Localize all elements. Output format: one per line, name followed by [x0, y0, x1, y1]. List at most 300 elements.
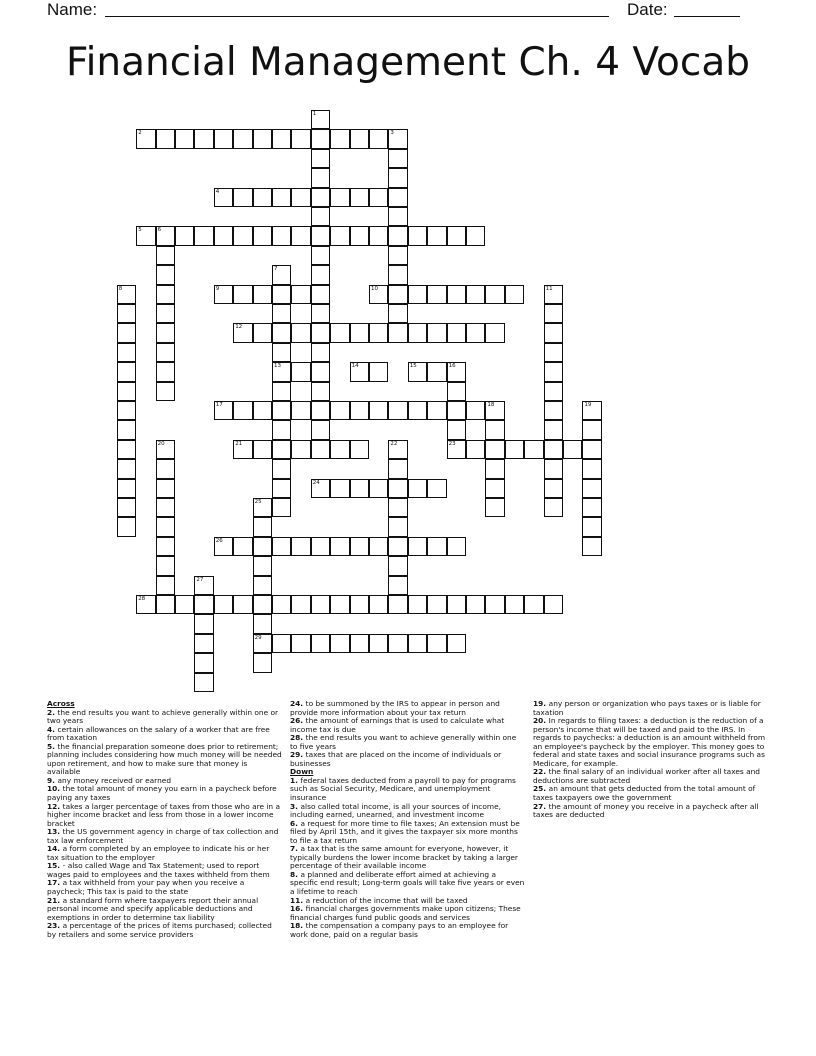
clues-column-1	[47, 700, 282, 939]
grid-cell[interactable]	[291, 323, 310, 342]
clue-item	[290, 871, 525, 897]
grid-cell[interactable]	[447, 420, 466, 439]
grid-cell[interactable]	[311, 246, 330, 265]
grid-cell[interactable]	[253, 634, 272, 653]
grid-cell[interactable]	[330, 479, 349, 498]
grid-cell[interactable]	[427, 285, 446, 304]
grid-cell[interactable]	[582, 517, 601, 536]
grid-cell[interactable]	[311, 537, 330, 556]
grid-cell[interactable]	[156, 226, 175, 245]
clue-item-text: the amount of earnings that is used to calculate what income tax is due	[290, 716, 505, 734]
clue-item	[290, 922, 525, 939]
grid-cell[interactable]	[156, 285, 175, 304]
grid-cell[interactable]	[544, 595, 563, 614]
name-label: Name:	[47, 0, 98, 19]
clue-item-text: a tax that is the same amount for everyone, however, it typically burdens the lower income bracket by taking a larger percentage of their available income	[290, 844, 518, 871]
grid-cell[interactable]	[582, 537, 601, 556]
grid-cell[interactable]	[117, 285, 136, 304]
grid-cell[interactable]	[311, 634, 330, 653]
clue-item	[533, 717, 768, 768]
grid-cell[interactable]	[253, 323, 272, 342]
grid-cell[interactable]	[156, 382, 175, 401]
clue-item-text: the final salary of an individual worker after all taxes and deductions are subtracted	[533, 767, 760, 785]
grid-cell[interactable]	[272, 226, 291, 245]
clue-item-text: any person or organization who pays taxes or is liable for taxation	[533, 699, 761, 717]
clue-item-text: a request for more time to file taxes; An extension must be filed by April 15th, and it gives the taxpayer six more months to file a tax return	[290, 818, 520, 845]
grid-cell[interactable]	[408, 226, 427, 245]
grid-cell[interactable]	[544, 420, 563, 439]
grid-cell[interactable]	[330, 634, 349, 653]
grid-cell[interactable]	[524, 595, 543, 614]
grid-cell[interactable]	[311, 595, 330, 614]
grid-cell[interactable]	[291, 537, 310, 556]
grid-cell[interactable]	[136, 129, 155, 148]
grid-cell[interactable]	[194, 634, 213, 653]
grid-cell[interactable]	[408, 634, 427, 653]
grid-cell[interactable]	[311, 129, 330, 148]
grid-cell[interactable]	[369, 479, 388, 498]
grid-cell[interactable]	[582, 401, 601, 420]
grid-cell[interactable]	[233, 188, 252, 207]
grid-cell[interactable]	[369, 401, 388, 420]
grid-cell[interactable]	[408, 362, 427, 381]
grid-cell[interactable]	[544, 304, 563, 323]
clue-item-number: 1.	[290, 775, 301, 785]
grid-cell[interactable]	[582, 459, 601, 478]
grid-cell[interactable]	[272, 129, 291, 148]
clue-item-number: 13.	[47, 827, 63, 837]
clue-number: 11	[545, 285, 553, 292]
grid-cell[interactable]	[350, 401, 369, 420]
grid-cell[interactable]	[544, 479, 563, 498]
clue-item-text: the end results you want to achieve generally within one to five years	[290, 733, 517, 751]
grid-cell[interactable]	[563, 440, 582, 459]
grid-cell[interactable]	[253, 576, 272, 595]
grid-cell[interactable]	[408, 323, 427, 342]
grid-cell[interactable]	[214, 537, 233, 556]
grid-cell[interactable]	[156, 304, 175, 323]
grid-cell[interactable]	[311, 168, 330, 187]
grid-cell[interactable]	[233, 285, 252, 304]
grid-cell[interactable]	[427, 479, 446, 498]
grid-cell[interactable]	[253, 595, 272, 614]
grid-cell[interactable]	[272, 498, 291, 517]
grid-cell[interactable]	[272, 401, 291, 420]
grid-cell[interactable]	[214, 285, 233, 304]
grid-cell[interactable]	[311, 304, 330, 323]
grid-cell[interactable]	[447, 323, 466, 342]
clue-item	[47, 897, 282, 923]
grid-cell[interactable]	[272, 595, 291, 614]
grid-cell[interactable]	[447, 226, 466, 245]
grid-cell[interactable]	[272, 362, 291, 381]
grid-cell[interactable]	[253, 129, 272, 148]
grid-cell[interactable]	[485, 498, 504, 517]
grid-cell[interactable]	[117, 304, 136, 323]
grid-cell[interactable]	[272, 459, 291, 478]
grid-cell[interactable]	[388, 556, 407, 575]
grid-cell[interactable]	[330, 401, 349, 420]
grid-cell[interactable]	[388, 576, 407, 595]
grid-cell[interactable]	[408, 401, 427, 420]
grid-cell[interactable]	[117, 382, 136, 401]
grid-cell[interactable]	[350, 188, 369, 207]
grid-cell[interactable]	[388, 401, 407, 420]
grid-cell[interactable]	[369, 188, 388, 207]
clue-number: 13	[274, 363, 281, 370]
clue-item-text: the amount of money you receive in a paycheck after all taxes are deducted	[533, 801, 759, 820]
grid-cell[interactable]	[388, 459, 407, 478]
grid-cell[interactable]	[117, 459, 136, 478]
grid-cell[interactable]	[330, 129, 349, 148]
grid-cell[interactable]	[272, 420, 291, 439]
grid-cell[interactable]	[156, 498, 175, 517]
grid-cell[interactable]	[156, 556, 175, 575]
grid-cell[interactable]	[311, 382, 330, 401]
grid-cell[interactable]	[253, 498, 272, 517]
grid-cell[interactable]	[233, 537, 252, 556]
grid-cell[interactable]	[388, 537, 407, 556]
grid-cell[interactable]	[117, 323, 136, 342]
grid-cell[interactable]	[272, 323, 291, 342]
grid-cell[interactable]	[156, 595, 175, 614]
clue-item-number: 6.	[290, 818, 301, 828]
grid-cell[interactable]	[214, 188, 233, 207]
grid-cell[interactable]	[408, 595, 427, 614]
grid-cell[interactable]	[505, 595, 524, 614]
clue-item-text: federal taxes deducted from a payroll to pay for programs such as Social Security, Medicare, and unemployment insurance	[290, 775, 516, 803]
clue-item	[290, 845, 525, 871]
grid-cell[interactable]	[194, 595, 213, 614]
grid-cell[interactable]	[350, 537, 369, 556]
grid-cell[interactable]	[485, 323, 504, 342]
grid-cell[interactable]	[311, 149, 330, 168]
grid-cell[interactable]	[311, 362, 330, 381]
grid-cell[interactable]	[272, 440, 291, 459]
grid-cell[interactable]	[311, 420, 330, 439]
grid-cell[interactable]	[388, 479, 407, 498]
grid-cell[interactable]	[524, 440, 543, 459]
clue-number: 12	[235, 324, 243, 331]
grid-cell[interactable]	[350, 440, 369, 459]
grid-cell[interactable]	[253, 285, 272, 304]
grid-cell[interactable]	[156, 576, 175, 595]
grid-cell[interactable]	[117, 401, 136, 420]
grid-cell[interactable]	[485, 440, 504, 459]
grid-cell[interactable]	[311, 226, 330, 245]
grid-cell[interactable]	[311, 265, 330, 284]
grid-cell[interactable]	[194, 129, 213, 148]
clue-item-text: a planned and deliberate effort aimed at achieving a specific end result; Long-term goals will take five years or even a lifetime to reach	[290, 869, 525, 897]
grid-cell[interactable]	[214, 401, 233, 420]
grid-cell[interactable]	[447, 440, 466, 459]
grid-cell[interactable]	[447, 634, 466, 653]
grid-cell[interactable]	[175, 129, 194, 148]
grid-cell[interactable]	[117, 498, 136, 517]
grid-cell[interactable]	[369, 323, 388, 342]
grid-cell[interactable]	[369, 537, 388, 556]
grid-cell[interactable]	[233, 595, 252, 614]
grid-cell[interactable]	[214, 595, 233, 614]
grid-cell[interactable]	[485, 420, 504, 439]
grid-cell[interactable]	[388, 226, 407, 245]
grid-cell[interactable]	[291, 129, 310, 148]
grid-cell[interactable]	[485, 401, 504, 420]
grid-cell[interactable]	[350, 323, 369, 342]
grid-cell[interactable]	[369, 362, 388, 381]
grid-cell[interactable]	[214, 129, 233, 148]
grid-cell[interactable]	[117, 517, 136, 536]
grid-cell[interactable]	[466, 226, 485, 245]
grid-cell[interactable]	[485, 285, 504, 304]
grid-cell[interactable]	[388, 149, 407, 168]
clue-item	[533, 768, 768, 785]
grid-cell[interactable]	[253, 188, 272, 207]
grid-cell[interactable]	[156, 362, 175, 381]
grid-cell[interactable]	[544, 498, 563, 517]
grid-cell[interactable]	[175, 226, 194, 245]
grid-cell[interactable]	[291, 440, 310, 459]
grid-cell[interactable]	[369, 129, 388, 148]
grid-cell[interactable]	[427, 634, 446, 653]
grid-cell[interactable]	[408, 537, 427, 556]
grid-cell[interactable]	[194, 673, 213, 692]
grid-cell[interactable]	[253, 401, 272, 420]
grid-cell[interactable]	[233, 129, 252, 148]
grid-cell[interactable]	[388, 634, 407, 653]
grid-cell[interactable]	[156, 129, 175, 148]
grid-cell[interactable]	[408, 479, 427, 498]
grid-cell[interactable]	[136, 595, 155, 614]
grid-cell[interactable]	[291, 362, 310, 381]
grid-cell[interactable]	[447, 362, 466, 381]
grid-cell[interactable]	[156, 517, 175, 536]
grid-cell[interactable]	[485, 595, 504, 614]
grid-cell[interactable]	[117, 440, 136, 459]
grid-cell[interactable]	[447, 382, 466, 401]
grid-cell[interactable]	[447, 401, 466, 420]
grid-cell[interactable]	[544, 343, 563, 362]
clue-item-number: 7.	[290, 844, 301, 854]
grid-cell[interactable]	[485, 479, 504, 498]
grid-cell[interactable]	[388, 517, 407, 536]
grid-cell[interactable]	[388, 129, 407, 148]
grid-cell[interactable]	[194, 653, 213, 672]
clue-item-number: 18.	[290, 921, 306, 931]
grid-cell[interactable]	[117, 479, 136, 498]
grid-cell[interactable]	[388, 595, 407, 614]
grid-cell[interactable]	[369, 226, 388, 245]
grid-cell[interactable]	[253, 517, 272, 536]
grid-cell[interactable]	[544, 323, 563, 342]
grid-cell[interactable]	[117, 420, 136, 439]
grid-cell[interactable]	[466, 323, 485, 342]
clue-item-number: 23.	[47, 921, 63, 931]
grid-cell[interactable]	[427, 595, 446, 614]
grid-cell[interactable]	[156, 537, 175, 556]
grid-cell[interactable]	[330, 595, 349, 614]
grid-cell[interactable]	[544, 285, 563, 304]
grid-cell[interactable]	[117, 362, 136, 381]
grid-cell[interactable]	[291, 188, 310, 207]
grid-cell[interactable]	[311, 207, 330, 226]
clue-item	[290, 734, 525, 751]
grid-cell[interactable]	[544, 362, 563, 381]
grid-cell[interactable]	[350, 362, 369, 381]
grid-cell[interactable]	[233, 226, 252, 245]
grid-cell[interactable]	[136, 226, 155, 245]
grid-cell[interactable]	[388, 188, 407, 207]
grid-cell[interactable]	[233, 440, 252, 459]
grid-cell[interactable]	[466, 285, 485, 304]
grid-cell[interactable]	[582, 498, 601, 517]
grid-cell[interactable]	[330, 226, 349, 245]
grid-cell[interactable]	[272, 304, 291, 323]
clue-number: 19	[584, 402, 592, 408]
grid-cell[interactable]	[369, 285, 388, 304]
grid-cell[interactable]	[330, 537, 349, 556]
clues-column-3	[533, 700, 768, 820]
grid-cell[interactable]	[408, 285, 427, 304]
grid-cell[interactable]	[291, 634, 310, 653]
grid-cell[interactable]	[388, 246, 407, 265]
grid-cell[interactable]	[156, 343, 175, 362]
grid-cell[interactable]	[272, 265, 291, 284]
clue-item	[533, 785, 768, 802]
grid-cell[interactable]	[311, 343, 330, 362]
grid-cell[interactable]	[311, 401, 330, 420]
grid-cell[interactable]	[388, 304, 407, 323]
grid-cell[interactable]	[582, 420, 601, 439]
grid-cell[interactable]	[253, 556, 272, 575]
grid-cell[interactable]	[330, 188, 349, 207]
clue-item-number: 19.	[533, 699, 549, 708]
grid-cell[interactable]	[350, 479, 369, 498]
grid-cell[interactable]	[156, 323, 175, 342]
grid-cell[interactable]	[544, 382, 563, 401]
clue-item-number: 11.	[290, 895, 306, 905]
grid-cell[interactable]	[272, 382, 291, 401]
grid-cell[interactable]	[291, 285, 310, 304]
grid-cell[interactable]	[253, 614, 272, 633]
grid-cell[interactable]	[156, 265, 175, 284]
grid-cell[interactable]	[311, 479, 330, 498]
grid-cell[interactable]	[311, 110, 330, 129]
grid-cell[interactable]	[156, 459, 175, 478]
grid-cell[interactable]	[272, 343, 291, 362]
clue-number: 27	[196, 576, 204, 583]
grid-cell[interactable]	[272, 285, 291, 304]
grid-cell[interactable]	[272, 634, 291, 653]
page-title: Financial Management Ch. 4 Vocab	[65, 40, 751, 85]
clue-item	[47, 845, 282, 862]
grid-cell[interactable]	[330, 323, 349, 342]
grid-cell[interactable]	[311, 323, 330, 342]
grid-cell[interactable]	[156, 246, 175, 265]
grid-cell[interactable]	[175, 595, 194, 614]
grid-cell[interactable]	[233, 323, 252, 342]
grid-cell[interactable]	[311, 440, 330, 459]
grid-cell[interactable]	[466, 595, 485, 614]
grid-cell[interactable]	[291, 401, 310, 420]
grid-cell[interactable]	[388, 498, 407, 517]
grid-cell[interactable]	[447, 595, 466, 614]
grid-cell[interactable]	[156, 479, 175, 498]
grid-cell[interactable]	[544, 459, 563, 478]
grid-cell[interactable]	[447, 285, 466, 304]
grid-cell[interactable]	[388, 323, 407, 342]
grid-cell[interactable]	[253, 440, 272, 459]
grid-cell[interactable]	[582, 440, 601, 459]
grid-cell[interactable]	[485, 459, 504, 478]
grid-cell[interactable]	[388, 285, 407, 304]
grid-cell[interactable]	[350, 595, 369, 614]
down-heading: Down	[290, 767, 314, 777]
clue-item	[47, 785, 282, 802]
grid-cell[interactable]	[272, 188, 291, 207]
grid-cell[interactable]	[272, 479, 291, 498]
grid-cell[interactable]	[427, 537, 446, 556]
grid-cell[interactable]	[505, 285, 524, 304]
clue-item	[290, 751, 525, 768]
grid-cell[interactable]	[388, 168, 407, 187]
grid-cell[interactable]	[330, 440, 349, 459]
grid-cell[interactable]	[544, 440, 563, 459]
grid-cell[interactable]	[388, 207, 407, 226]
down-clue-list-continued	[533, 700, 768, 820]
grid-cell[interactable]	[291, 595, 310, 614]
grid-cell[interactable]	[117, 343, 136, 362]
grid-cell[interactable]	[214, 226, 233, 245]
grid-cell[interactable]	[427, 362, 446, 381]
grid-cell[interactable]	[272, 537, 291, 556]
grid-cell[interactable]	[544, 401, 563, 420]
grid-cell[interactable]	[350, 634, 369, 653]
grid-cell[interactable]	[427, 323, 446, 342]
clue-item	[290, 717, 525, 734]
clue-item-number: 10.	[47, 784, 63, 794]
grid-cell[interactable]	[311, 188, 330, 207]
grid-cell[interactable]	[350, 226, 369, 245]
grid-cell[interactable]	[582, 479, 601, 498]
grid-cell[interactable]	[369, 634, 388, 653]
grid-cell[interactable]	[350, 129, 369, 148]
grid-cell[interactable]	[388, 440, 407, 459]
clue-number: 9	[215, 285, 220, 292]
clue-item	[47, 879, 282, 896]
grid-cell[interactable]	[505, 440, 524, 459]
grid-cell[interactable]	[253, 653, 272, 672]
grid-cell[interactable]	[233, 401, 252, 420]
grid-cell[interactable]	[369, 595, 388, 614]
grid-cell[interactable]	[427, 401, 446, 420]
clue-item-text: the financial preparation someone does prior to retirement; planning includes considering how much money will be needed upon retirement, and how to make sure that money is available	[47, 741, 282, 777]
grid-cell[interactable]	[388, 265, 407, 284]
grid-cell[interactable]	[194, 576, 213, 595]
grid-cell[interactable]	[466, 401, 485, 420]
clue-item-text: taxes that are placed on the income of individuals or businesses	[290, 750, 502, 768]
grid-cell[interactable]	[194, 226, 213, 245]
grid-cell[interactable]	[427, 226, 446, 245]
grid-cell[interactable]	[311, 285, 330, 304]
grid-cell[interactable]	[253, 226, 272, 245]
grid-cell[interactable]	[253, 537, 272, 556]
grid-cell[interactable]	[447, 537, 466, 556]
grid-cell[interactable]	[291, 226, 310, 245]
grid-cell[interactable]	[156, 440, 175, 459]
grid-cell[interactable]	[194, 614, 213, 633]
grid-cell[interactable]	[466, 440, 485, 459]
